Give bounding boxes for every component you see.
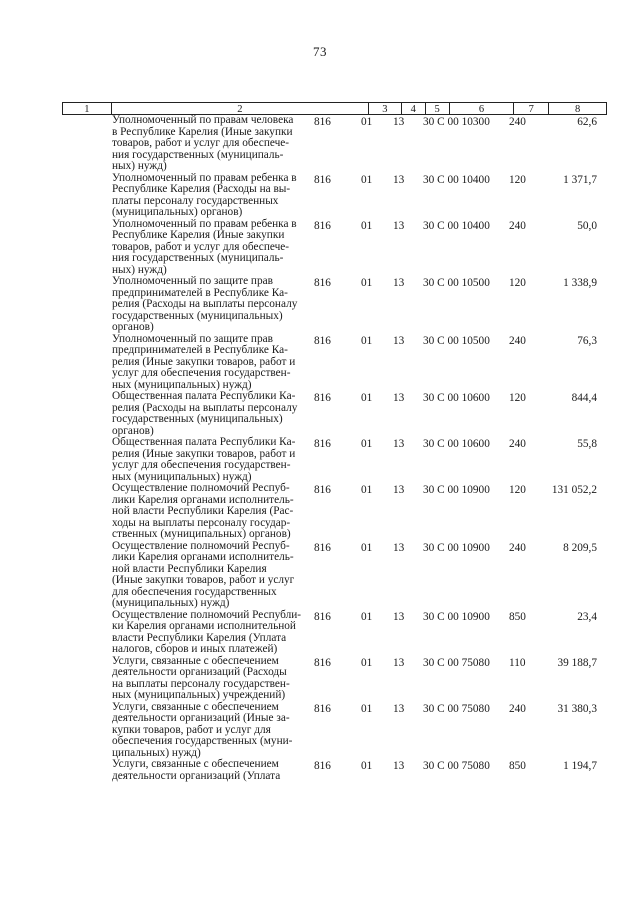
row-target-code: 30 С 00 10900 (423, 541, 490, 554)
row-name (112, 436, 296, 483)
row-name (112, 171, 297, 219)
row-name-line: лики Карелия органами исполнитель- (112, 551, 294, 563)
row-name-line: Услуги, связанные с обеспечением (112, 758, 279, 770)
row-sum: 1 338,9 (563, 277, 597, 289)
row-section: 01 (361, 610, 373, 623)
table-body (0, 115, 640, 782)
row-target-code: 30 С 00 10600 (423, 392, 490, 404)
row-sum: 31 380,3 (557, 702, 597, 715)
table-row (0, 115, 640, 173)
row-sum: 131 052,2 (551, 484, 597, 496)
row-section: 01 (361, 219, 373, 232)
row-name-line: платы персоналу государственных (112, 194, 279, 207)
row-name-line: купки товаров, работ и услуг для (112, 723, 271, 736)
row-expense-type: 240 (509, 219, 526, 232)
row-subsection: 13 (393, 438, 405, 450)
row-expense-type: 240 (509, 334, 526, 347)
row-name-line: Уполномоченный по правам ребенка в (112, 217, 297, 230)
row-target-code: 30 С 00 10400 (423, 219, 490, 232)
header-col-8: 8 (575, 104, 581, 115)
row-name (112, 539, 295, 610)
row-admin-code: 816 (314, 116, 331, 128)
row-expense-type: 240 (509, 116, 526, 128)
row-name-line: предпринимателей в Республике Ка- (112, 344, 288, 356)
row-expense-type: 850 (509, 610, 526, 623)
row-expense-type: 240 (509, 438, 526, 450)
row-section: 01 (361, 173, 373, 186)
row-section: 01 (361, 438, 373, 450)
row-target-code: 30 С 00 75080 (423, 760, 490, 772)
row-target-code: 30 С 00 10900 (423, 484, 490, 496)
table-row (0, 483, 640, 541)
row-name-line: предпринимателей в Республике Ка- (112, 286, 288, 299)
row-name-line: ципальных) нужд) (112, 746, 201, 759)
table-row (0, 759, 640, 782)
header-col-6: 6 (450, 103, 515, 114)
row-name (112, 332, 296, 392)
row-section: 01 (361, 116, 373, 128)
row-section: 01 (361, 277, 373, 289)
row-name (112, 483, 292, 541)
row-admin-code: 816 (314, 484, 331, 496)
row-name-line: в Республике Карелия (Иные закупки (112, 125, 293, 138)
row-name-line: Услуги, связанные с обеспечением (112, 654, 279, 667)
row-name-line: Услуги, связанные с обеспечением (112, 700, 279, 713)
row-name-line: релия (Расходы на выплаты персоналу (112, 298, 298, 310)
row-name-line: Осуществление полномочий Респуб- (112, 482, 290, 494)
row-name-line: ных) нужд) (112, 160, 167, 172)
row-subsection: 13 (393, 541, 405, 554)
row-name-line: Республике Карелия (Иные закупки (112, 229, 285, 241)
row-name-line: ственных (муниципальных) органов) (112, 528, 291, 540)
row-subsection: 13 (393, 610, 405, 623)
row-admin-code: 816 (314, 541, 331, 554)
table-row (0, 276, 640, 334)
row-name-line: (муниципальных) органов) (112, 206, 243, 218)
header-col-3: 3 (369, 103, 402, 114)
table-row (0, 702, 640, 760)
row-name-line: (Иные закупки товаров, работ и услуг (112, 574, 295, 586)
row-sum: 1 194,7 (563, 760, 597, 772)
row-subsection: 13 (393, 334, 405, 347)
table-row (0, 610, 640, 656)
row-section: 01 (361, 702, 373, 715)
row-name (112, 702, 292, 760)
row-sum: 844,4 (571, 392, 597, 404)
row-admin-code: 816 (314, 173, 331, 186)
row-name-line: релия (Иные закупки товаров, работ и (112, 355, 296, 368)
row-admin-code: 816 (314, 334, 331, 347)
row-name (112, 608, 302, 656)
row-name-line: ных (муниципальных) нужд) (112, 470, 252, 483)
row-name-line: Осуществление полномочий Республи- (112, 608, 302, 621)
row-expense-type: 240 (509, 702, 526, 715)
row-name-line: Общественная палата Республики Ка- (112, 390, 296, 402)
row-sum: 8 209,5 (563, 541, 597, 554)
row-target-code: 30 С 00 10400 (423, 173, 490, 186)
row-section: 01 (361, 334, 373, 347)
row-target-code: 30 С 00 75080 (423, 656, 490, 669)
row-section: 01 (361, 392, 373, 404)
row-admin-code: 816 (314, 392, 331, 404)
row-target-code: 30 С 00 75080 (423, 702, 490, 715)
row-name-line: обеспечения государственных (муни- (112, 735, 293, 747)
row-sum: 50,0 (577, 219, 597, 232)
row-sum: 62,6 (577, 116, 597, 128)
row-admin-code: 816 (314, 277, 331, 289)
row-expense-type: 120 (509, 173, 526, 186)
row-name-line: Осуществление полномочий Респуб- (112, 539, 290, 552)
row-subsection: 13 (393, 277, 405, 289)
row-name-line: товаров, работ и услуг для обеспече- (112, 240, 290, 253)
row-name-line: для обеспечения государственных (112, 585, 277, 598)
row-name-line: ных (муниципальных) нужд) (112, 378, 252, 391)
row-name-line: услуг для обеспечения государствен- (112, 459, 291, 471)
table-row (0, 437, 640, 483)
row-name-line: деятельности организаций (Расходы (112, 666, 287, 678)
row-admin-code: 816 (314, 760, 331, 772)
row-target-code: 30 С 00 10600 (423, 438, 490, 450)
header-col-5: 5 (426, 103, 450, 114)
row-name-line: органов) (112, 321, 154, 333)
row-name-line: товаров, работ и услуг для обеспече- (112, 137, 290, 149)
row-name-line: ной власти Республики Карелия (Рас- (112, 505, 294, 517)
row-admin-code: 816 (314, 702, 331, 715)
row-name-line: ния государственных (муниципаль- (112, 252, 284, 264)
row-subsection: 13 (393, 173, 405, 186)
row-name (112, 390, 298, 437)
row-expense-type: 120 (509, 392, 526, 404)
row-name-line: Республике Карелия (Расходы на вы- (112, 183, 291, 195)
row-subsection: 13 (393, 392, 405, 404)
row-subsection: 13 (393, 116, 405, 128)
row-sum: 76,3 (577, 334, 597, 347)
row-expense-type: 110 (509, 656, 526, 669)
row-name-line: ных (муниципальных) учреждений) (112, 689, 286, 701)
row-name-line: Уполномоченный по правам ребенка в (112, 171, 297, 184)
row-admin-code: 816 (314, 438, 331, 450)
row-sum: 55,8 (577, 438, 597, 450)
row-name-line: релия (Расходы на выплаты персоналу (112, 401, 298, 414)
table-row (0, 541, 640, 610)
row-name-line: ных) нужд) (112, 263, 167, 276)
row-expense-type: 120 (509, 277, 526, 289)
row-target-code: 30 С 00 10300 (423, 116, 490, 128)
row-admin-code: 816 (314, 219, 331, 232)
row-name-line: Уполномоченный по защите прав (112, 275, 273, 287)
row-section: 01 (361, 484, 373, 496)
row-name-line: ходы на выплаты персоналу государ- (112, 516, 291, 529)
row-name-line: (муниципальных) нужд) (112, 597, 230, 609)
header-col-7: 7 (514, 103, 549, 114)
row-name-line: ной власти Республики Карелия (112, 562, 267, 575)
row-target-code: 30 С 00 10500 (423, 277, 490, 289)
table-row (0, 173, 640, 219)
row-admin-code: 816 (314, 610, 331, 623)
row-name-line: Уполномоченный по защите прав (112, 332, 273, 345)
row-subsection: 13 (393, 484, 405, 496)
row-name-line: налогов, сборов и иных платежей) (112, 643, 278, 655)
row-subsection: 13 (393, 760, 405, 772)
row-name-line: Общественная палата Республики Ка- (112, 436, 296, 448)
row-sum: 1 371,7 (563, 173, 597, 186)
table-row (0, 656, 640, 702)
header-col-2: 2 (112, 103, 369, 114)
row-name-line: органов) (112, 424, 154, 437)
row-name-line: власти Республики Карелия (Уплата (112, 631, 287, 644)
row-sum: 23,4 (577, 610, 597, 623)
header-col-1: 1 (63, 103, 112, 114)
row-section: 01 (361, 541, 373, 554)
row-name-line: релия (Иные закупки товаров, работ и (112, 447, 296, 460)
page-number: 73 (313, 44, 327, 59)
row-target-code: 30 С 00 10900 (423, 610, 490, 623)
row-name-line: лики Карелия органами исполнитель- (112, 493, 294, 506)
row-name-line: на выплаты персоналу государствен- (112, 677, 290, 690)
row-name-line: Уполномоченный по правам человека (112, 114, 294, 126)
row-admin-code: 816 (314, 656, 331, 669)
row-name (112, 217, 297, 277)
row-name-line: услуг для обеспечения государствен- (112, 367, 291, 379)
row-subsection: 13 (393, 656, 405, 669)
row-name-line: деятельности организаций (Иные за- (112, 712, 290, 724)
row-expense-type: 120 (509, 484, 526, 496)
row-name (112, 115, 292, 173)
row-name (112, 656, 292, 702)
row-section: 01 (361, 760, 373, 772)
row-expense-type: 850 (509, 760, 526, 772)
table-row (0, 334, 640, 392)
row-section: 01 (361, 656, 373, 669)
row-name (112, 759, 292, 782)
row-target-code: 30 С 00 10500 (423, 334, 490, 347)
row-name-line: ки Карелия органами исполнительной (112, 620, 296, 632)
row-subsection: 13 (393, 702, 405, 715)
row-name-line: государственных (муниципальных) (112, 309, 283, 322)
row-name-line: государственных (муниципальных) (112, 413, 283, 425)
row-expense-type: 240 (509, 541, 526, 554)
row-name-line: деятельности организаций (Уплата (112, 769, 281, 782)
table-row (0, 219, 640, 277)
row-subsection: 13 (393, 219, 405, 232)
table-row (0, 391, 640, 437)
row-name-line: ния государственных (муниципаль- (112, 148, 284, 161)
row-sum: 39 188,7 (557, 656, 597, 669)
header-col-4: 4 (402, 103, 426, 114)
row-name (112, 275, 298, 334)
